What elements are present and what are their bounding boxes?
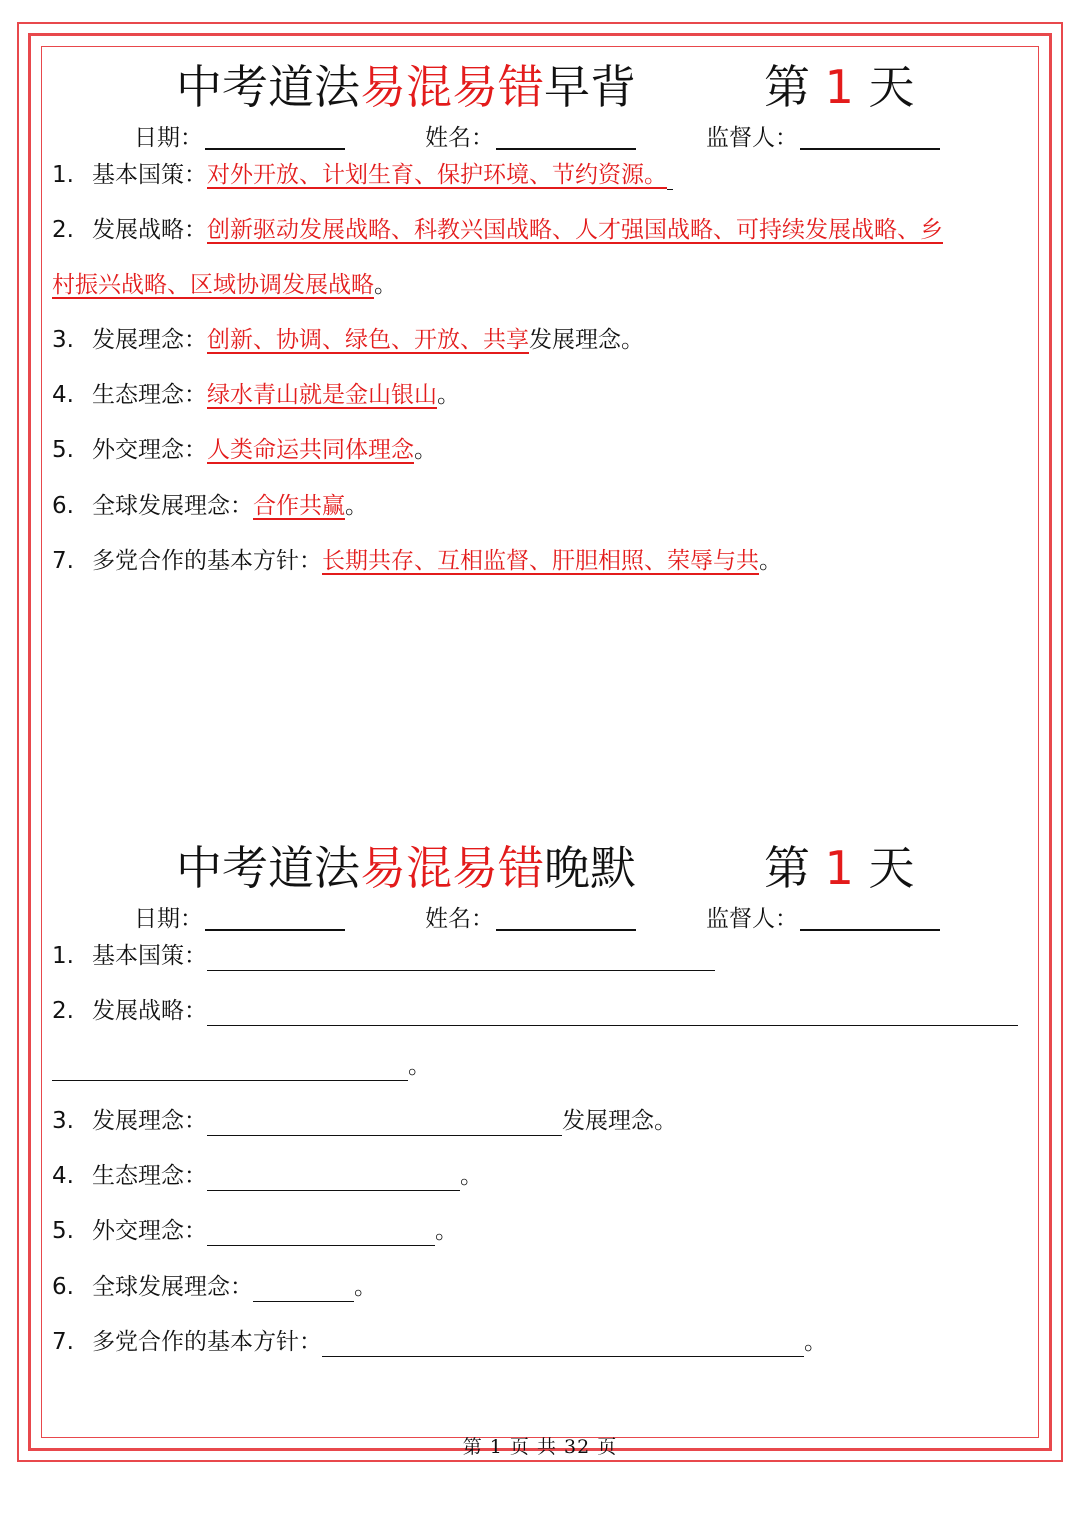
morning-item-4: 4. 生态理念：绿水青山就是金山银山。 [52,382,460,408]
evening-item-1: 1. 基本国策： [52,939,715,973]
morning-item-2: 2. 发展战略：创新驱动发展战略、科教兴国战略、人才强国战略、可持续发展战略、乡 [52,217,943,243]
evening-day-number: 1 [824,841,854,895]
supervisor-blank[interactable] [800,905,940,931]
answer-text: 村振兴战略、区域协调发展战略 [52,272,374,298]
evening-date-field[interactable]: 日期： [134,902,345,936]
evening-item-6: 6. 全球发展理念： 。 [52,1274,377,1300]
morning-name-field[interactable]: 姓名： [425,121,636,155]
morning-day-label: 第 1 天 [764,60,915,114]
evening-item-7: 7. 多党合作的基本方针： 。 [52,1329,827,1355]
name-blank[interactable] [496,905,636,931]
evening-name-field[interactable]: 姓名： [425,902,636,936]
answer-blank[interactable] [207,944,715,971]
answer-blank[interactable] [207,1164,460,1191]
evening-info-row [0,902,1080,936]
morning-item-6: 6. 全球发展理念：合作共赢。 [52,493,368,519]
evening-day-label: 第 1 天 [764,841,915,895]
answer-blank[interactable] [207,1219,435,1246]
evening-item-3: 3. 发展理念： 发展理念。 [52,1108,677,1134]
date-blank[interactable] [205,905,345,931]
morning-title-text: 中考道法易混易错早背 [176,60,636,114]
evening-item-4: 4. 生态理念： 。 [52,1163,483,1189]
evening-item-2-cont: 。 [52,1049,431,1083]
answer-text: 长期共存、互相监督、肝胆相照、荣辱与共 [322,548,759,574]
evening-supervisor-field[interactable]: 监督人： [706,902,940,936]
answer-blank[interactable] [253,1275,354,1302]
answer-blank[interactable] [207,999,1018,1026]
morning-item-2-cont: 村振兴战略、区域协调发展战略。 [52,272,397,298]
morning-item-3: 3. 发展理念：创新、协调、绿色、开放、共享发展理念。 [52,327,644,353]
morning-item-1: 1. 基本国策：对外开放、计划生育、保护环境、节约资源。 [52,158,673,192]
evening-item-5: 5. 外交理念： 。 [52,1218,458,1244]
morning-day-number: 1 [824,60,854,114]
morning-date-field[interactable]: 日期： [134,121,345,155]
date-blank[interactable] [205,124,345,150]
answer-text: 创新驱动发展战略、科教兴国战略、人才强国战略、可持续发展战略、乡 [207,217,943,243]
answer-text: 合作共赢 [253,493,345,519]
morning-item-7: 7. 多党合作的基本方针：长期共存、互相监督、肝胆相照、荣辱与共。 [52,548,782,574]
supervisor-blank[interactable] [800,124,940,150]
answer-text: 创新、协调、绿色、开放、共享 [207,327,529,353]
answer-blank[interactable] [52,1054,408,1081]
answer-blank[interactable] [207,1109,562,1136]
morning-item-5: 5. 外交理念：人类命运共同体理念。 [52,437,437,463]
evening-title [0,833,1080,903]
morning-info-row [0,121,1080,155]
answer-text: 绿水青山就是金山银山 [207,382,437,408]
evening-title-text: 中考道法易混易错晚默 [176,841,636,895]
morning-title [0,52,1080,122]
answer-text: 人类命运共同体理念 [207,437,414,463]
page-number: 第 1 页 共 32 页 [462,1436,618,1458]
answer-text: 对外开放、计划生育、保护环境、节约资源。 [207,162,667,188]
name-blank[interactable] [496,124,636,150]
answer-blank[interactable] [322,1330,804,1357]
morning-supervisor-field[interactable]: 监督人： [706,121,940,155]
evening-item-2: 2. 发展战略： [52,994,1018,1028]
